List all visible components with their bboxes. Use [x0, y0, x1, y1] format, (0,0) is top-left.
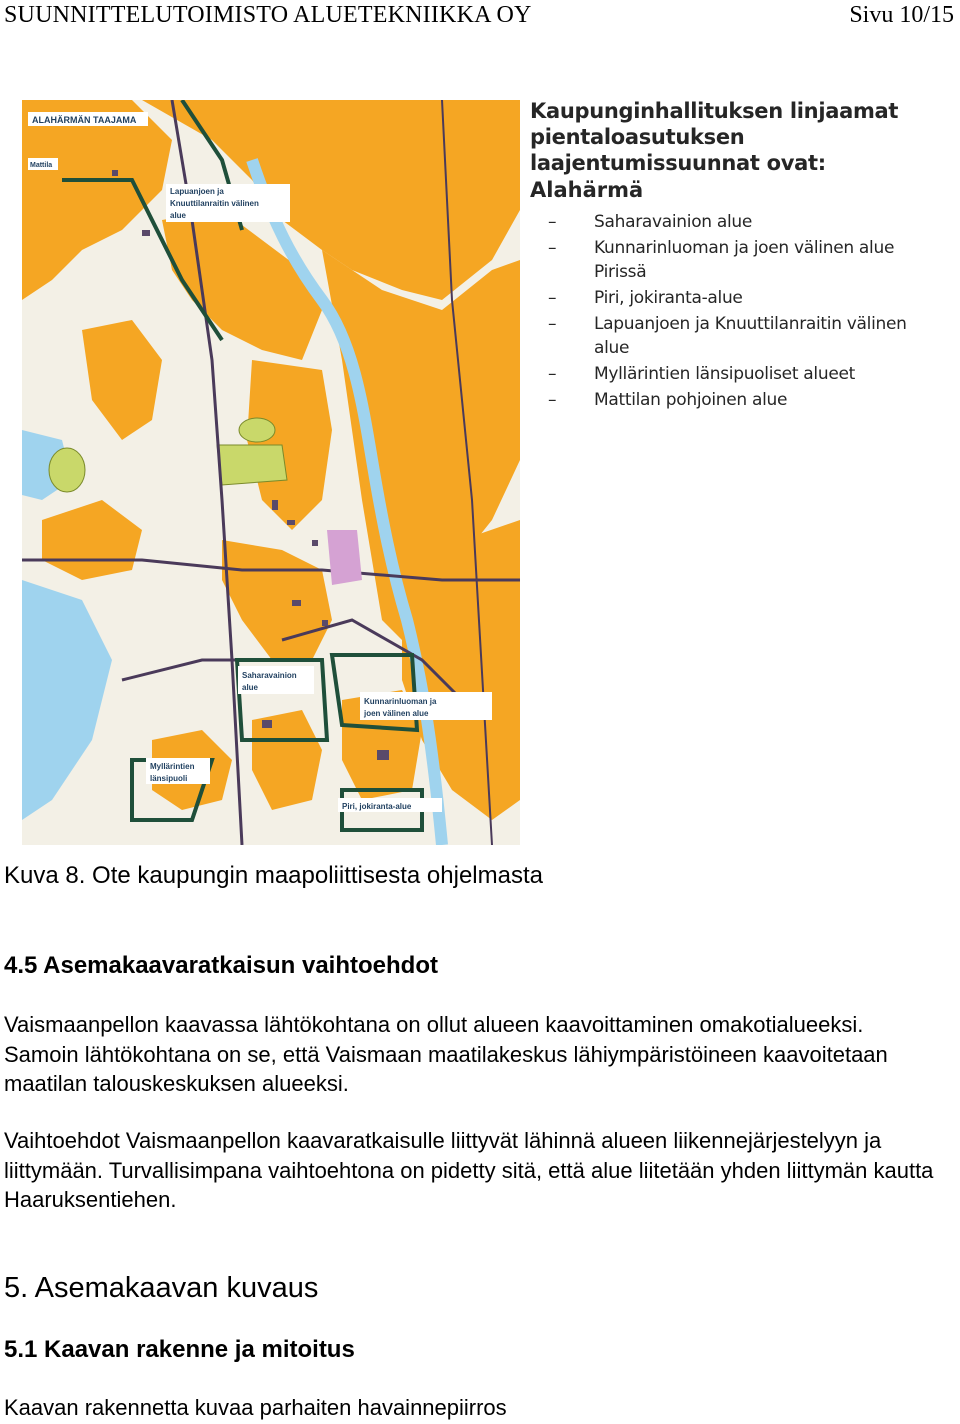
dash-glyph: – [548, 238, 557, 258]
legend-item-label: Mattilan pohjoinen alue [594, 390, 788, 410]
label-kunnarinluoman-1: Kunnarinluoman ja [364, 697, 437, 706]
dash-glyph: – [548, 212, 557, 232]
legend-title-line-1: Kaupunginhallituksen linjaamat [530, 99, 899, 123]
legend-item [530, 362, 910, 386]
legend-item-label: Saharavainion alue [594, 212, 753, 232]
legend-item [530, 210, 910, 234]
dash-glyph: – [548, 288, 557, 308]
paragraph-5-1: Kaavan rakennetta kuvaa parhaiten havainnepiirros [4, 1395, 507, 1420]
label-alaharman-taajama: ALAHÄRMÄN TAAJAMA [32, 115, 137, 125]
paragraph-4-5-1: Vaismaanpellon kaavassa lähtökohtana on ollut alueen kaavoittaminen omakotialueeksi. Samoin lähtökohtana on se, että Vaismaan maatilakeskus lähiympäristöineen kaavoitetaan maatilan talouskeskuksen alueeksi. [4, 1012, 888, 1096]
legend-place: Alahärmä [530, 178, 644, 202]
map-legend [530, 98, 910, 414]
label-lapuanjoen-2: Knuuttilanraitin välinen [170, 199, 259, 208]
paragraph-4-5-2: Vaihtoehdot Vaismaanpellon kaavaratkaisulle liittyvät lähinnä alueen liikennejärjestelyyn ja liittymään. Turvallisimpana vaihtoehtona on pidetty sitä, että alue liitetään yhden liittymän kautta Haaruksentiehen. [4, 1128, 934, 1212]
section-heading-5: 5. Asemakaavan kuvaus [4, 1272, 319, 1304]
page-number: Sivu 10/15 [849, 2, 954, 28]
legend-item-label: Kunnarinluoman ja joen välinen alue Pirissä [594, 238, 895, 282]
label-myllarintien-2: länsipuoli [150, 774, 188, 783]
legend-item [530, 286, 910, 310]
header-company: SUUNNITTELUTOIMISTO ALUETEKNIIKKA OY [4, 2, 532, 28]
legend-list [530, 210, 910, 412]
map-figure [22, 100, 520, 845]
legend-item [530, 388, 910, 412]
label-lapuanjoen-1: Lapuanjoen ja [170, 187, 224, 196]
legend-item-label: Lapuanjoen ja Knuuttilanraitin välinen alue [594, 314, 907, 358]
section-heading-5-1: 5.1 Kaavan rakenne ja mitoitus [4, 1336, 355, 1363]
legend-item-label: Myllärintien länsipuoliset alueet [594, 364, 855, 384]
green-areas [49, 418, 287, 492]
label-mattila: Mattila [30, 162, 53, 169]
dash-glyph: – [548, 314, 557, 334]
commercial-area [327, 530, 362, 585]
label-saharavainion-1: Saharavainion [242, 671, 297, 680]
legend-item [530, 236, 910, 284]
label-saharavainion-2: alue [242, 683, 259, 692]
label-myllarintien-1: Myllärintien [150, 762, 195, 771]
legend-title-line-3: laajentumissuunnat ovat: [530, 151, 826, 175]
figure-caption: Kuva 8. Ote kaupungin maapoliittisesta ohjelmasta [4, 862, 543, 889]
label-piri: Piri, jokiranta-alue [342, 802, 412, 811]
legend-item [530, 312, 910, 360]
dash-glyph: – [548, 390, 557, 410]
land-use-map [22, 100, 520, 845]
section-heading-4-5: 4.5 Asemakaavaratkaisun vaihtoehdot [4, 952, 438, 979]
label-lapuanjoen-3: alue [170, 211, 187, 220]
legend-title-line-2: pientaloasutuksen [530, 125, 745, 149]
label-kunnarinluoman-2: joen välinen alue [364, 709, 429, 718]
dash-glyph: – [548, 364, 557, 384]
legend-item-label: Piri, jokiranta-alue [594, 288, 743, 308]
